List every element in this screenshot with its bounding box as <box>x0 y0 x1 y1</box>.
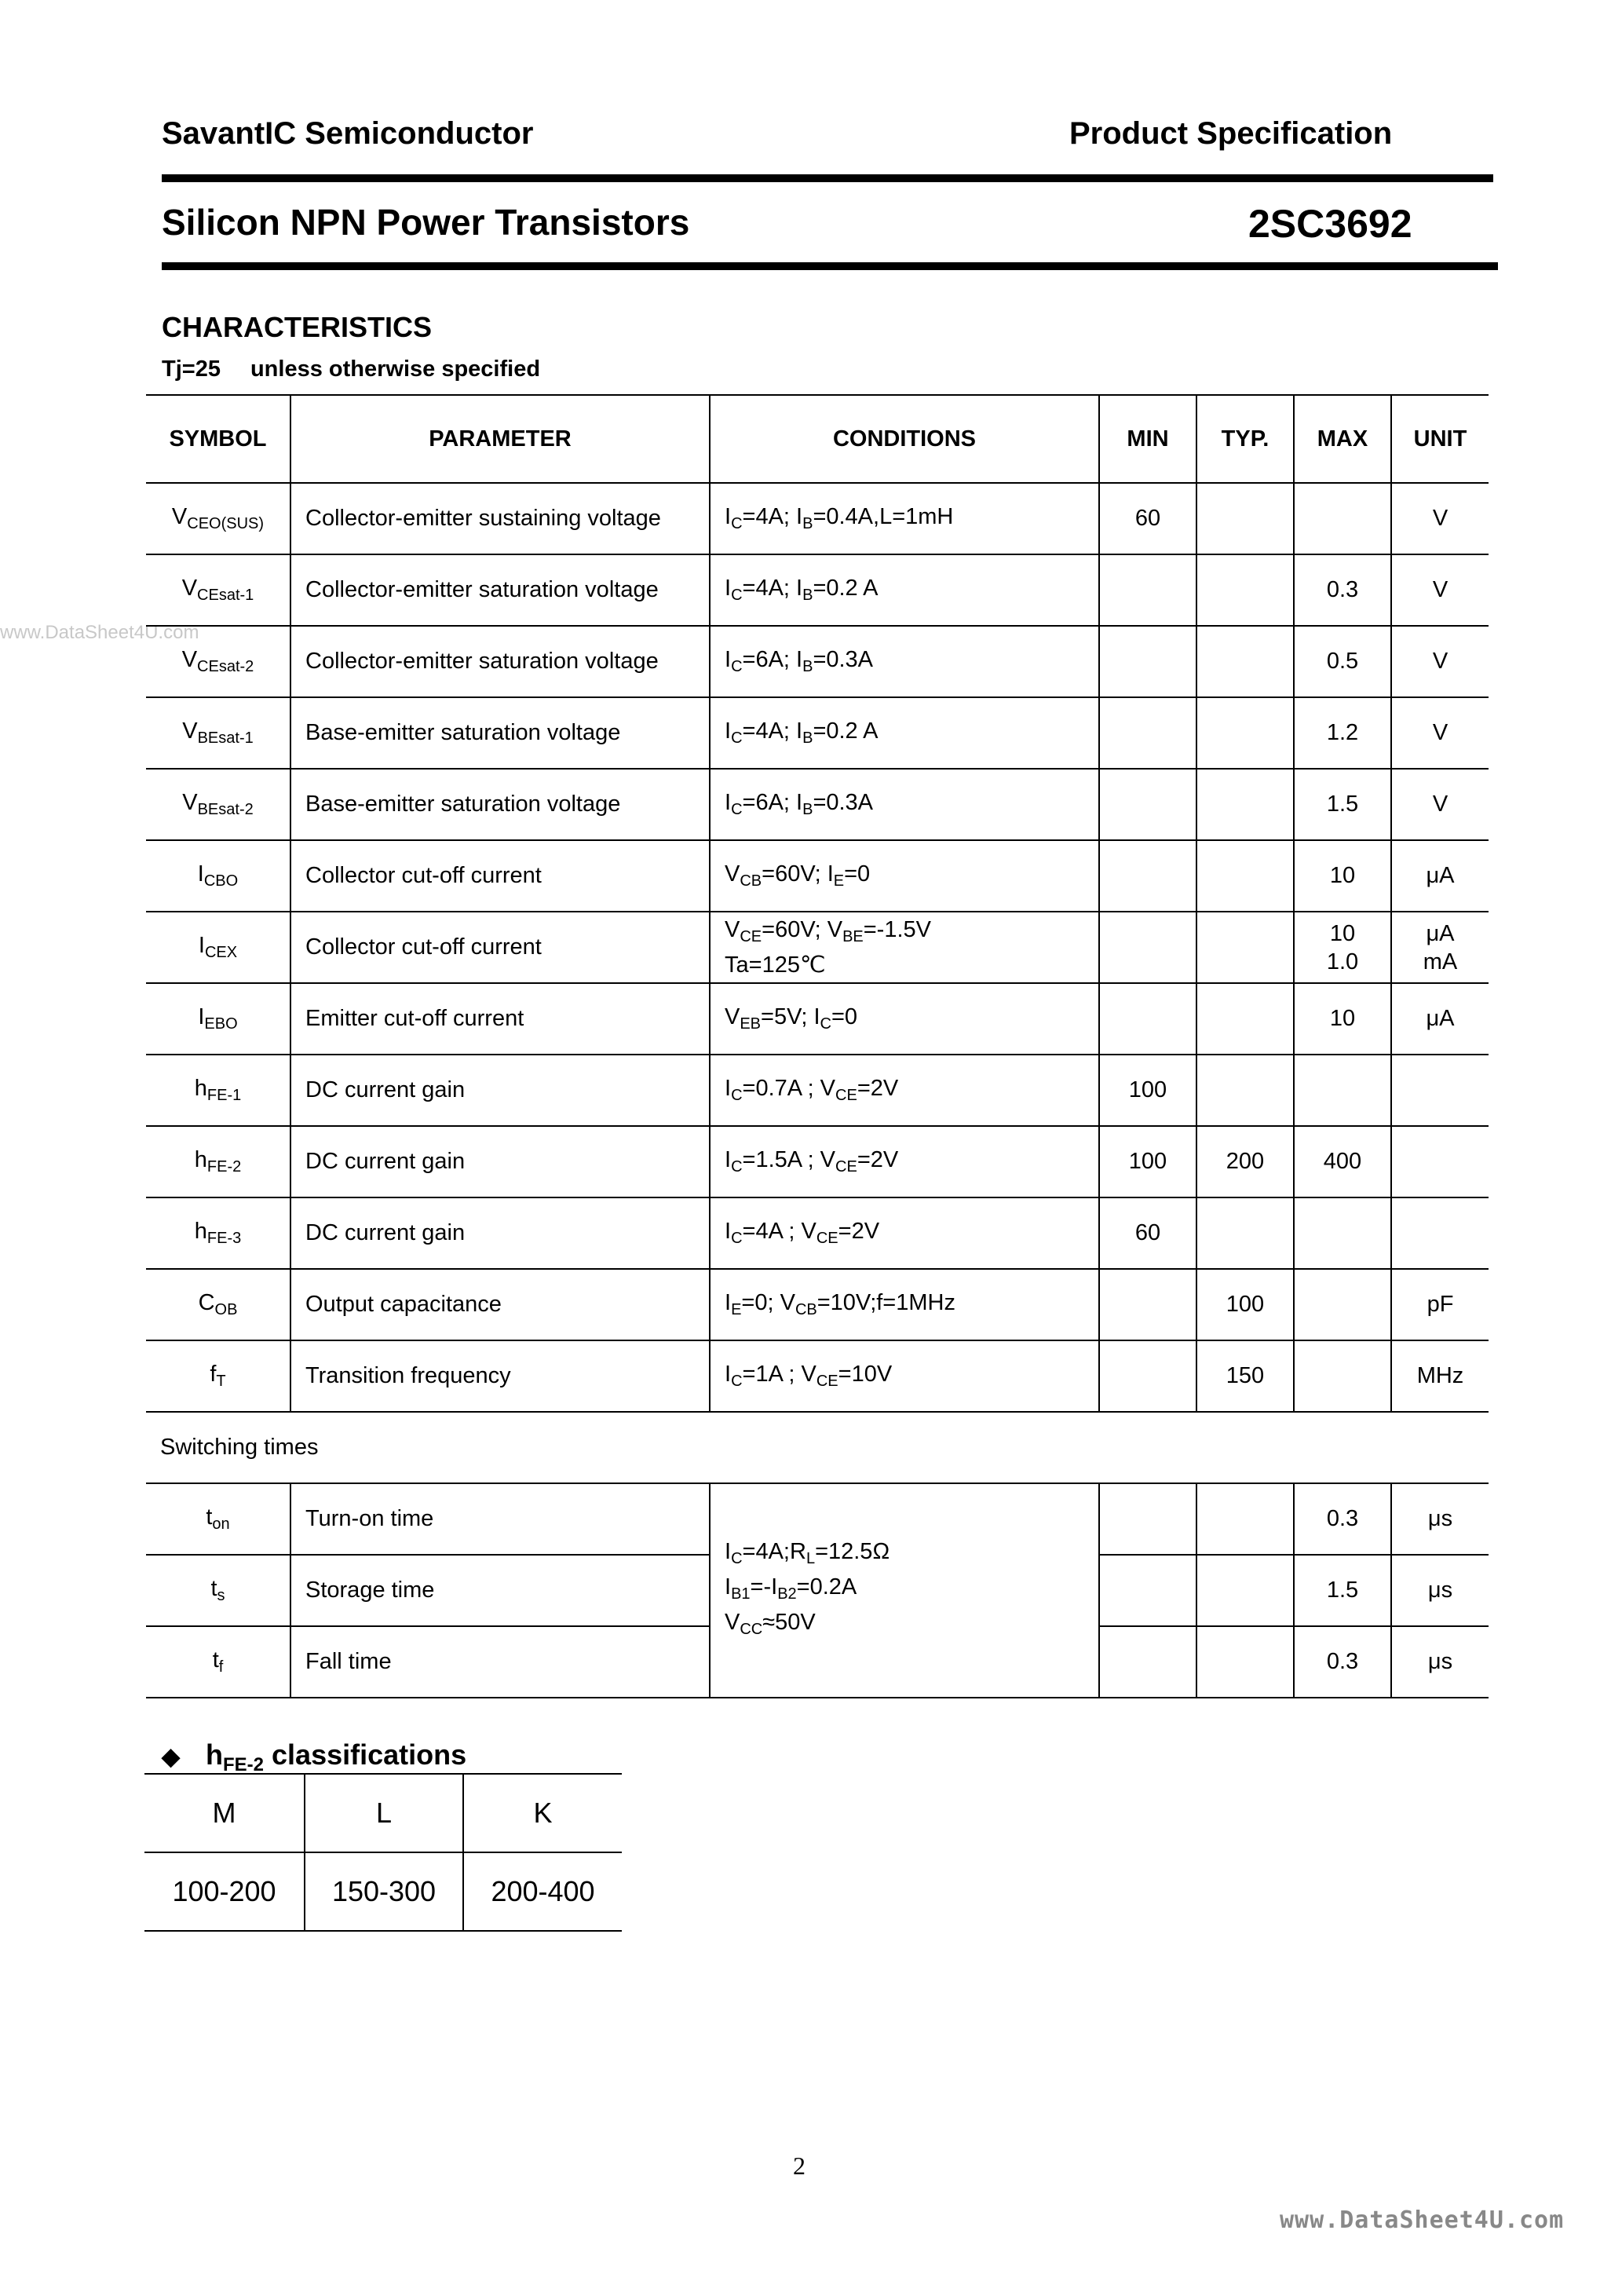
symbol-subscript: CEsat-2 <box>197 658 254 675</box>
unit-cell <box>1391 1126 1489 1197</box>
condition-text: =1A ; V <box>742 1362 816 1387</box>
parameter-cell: Fall time <box>290 1626 710 1698</box>
condition-text: I <box>725 1574 732 1600</box>
symbol-subscript: FE-1 <box>206 1087 242 1104</box>
unit-cell: μA <box>1391 840 1489 912</box>
header-top-rule <box>162 174 1493 182</box>
conditions-cell <box>710 1197 1099 1269</box>
condition-subscript: B2 <box>777 1585 797 1603</box>
condition-text: ≈50V <box>762 1610 816 1635</box>
min-cell: 60 <box>1099 1197 1196 1269</box>
conditions-cell <box>710 983 1099 1055</box>
symbol-letter: t <box>210 1576 217 1601</box>
symbol-subscript: CBO <box>203 872 239 890</box>
unit-value: mA <box>1423 949 1458 974</box>
symbol-letter: h <box>194 1076 207 1101</box>
section-title: CHARACTERISTICS <box>162 311 433 343</box>
symbol-subscript: f <box>218 1658 224 1676</box>
conditions-cell <box>710 1269 1099 1340</box>
condition-text: =60V; I <box>762 861 834 887</box>
condition-text: I <box>725 1362 732 1387</box>
parameter-cell: Collector-emitter sustaining voltage <box>290 483 710 554</box>
unit-cell: μs <box>1391 1555 1489 1626</box>
parameter-cell: Collector-emitter saturation voltage <box>290 554 710 626</box>
unit-cell: pF <box>1391 1269 1489 1340</box>
column-header: MIN <box>1099 395 1196 483</box>
document-type: Product Specification <box>1069 116 1393 151</box>
min-cell: 100 <box>1099 1055 1196 1126</box>
max-cell: 0.5 <box>1294 626 1391 697</box>
unit-cell: V <box>1391 483 1489 554</box>
conditions-line <box>725 916 1092 951</box>
condition-text: I <box>725 1219 732 1244</box>
condition-subscript: L <box>806 1550 816 1567</box>
classification-heading <box>162 1738 466 1776</box>
condition-text: =0 <box>831 1004 858 1029</box>
max-cell <box>1294 483 1391 554</box>
typ-cell <box>1196 1197 1294 1269</box>
symbol-subscript: FE-3 <box>206 1230 242 1247</box>
unit-cell <box>1391 912 1489 983</box>
condition-text: I <box>725 790 732 815</box>
range-row <box>144 1852 622 1931</box>
grade-cell: L <box>305 1774 463 1852</box>
condition-text: =-I <box>750 1574 778 1600</box>
condition-subscript: C <box>731 515 743 532</box>
symbol-subscript: CEO(SUS) <box>187 515 265 532</box>
condition-text: =0.3A <box>813 790 874 815</box>
max-value: 10 <box>1329 920 1356 946</box>
symbol-cell <box>146 554 290 626</box>
footer-watermark: www.DataSheet4U.com <box>1280 2206 1565 2234</box>
symbol-letter: V <box>171 504 188 529</box>
max-cell <box>1294 1197 1391 1269</box>
condition-text: =0.7A ; V <box>742 1076 836 1101</box>
unit-value: μA <box>1426 920 1455 946</box>
condition-text: =4A; I <box>742 576 803 601</box>
conditions-cell <box>710 1126 1099 1197</box>
range-cell: 200-400 <box>463 1852 622 1931</box>
typ-cell <box>1196 769 1294 840</box>
range-cell: 100-200 <box>144 1852 305 1931</box>
symbol-letter: f <box>210 1362 217 1387</box>
conditions-cell <box>710 1055 1099 1126</box>
condition-text: V <box>725 1004 740 1029</box>
parameter-cell: DC current gain <box>290 1055 710 1126</box>
symbol-cell <box>146 1555 290 1626</box>
column-header: SYMBOL <box>146 395 290 483</box>
table-body <box>146 483 1489 1698</box>
max-cell: 400 <box>1294 1126 1391 1197</box>
parameter-cell: Base-emitter saturation voltage <box>290 697 710 769</box>
conditions-cell <box>710 483 1099 554</box>
typ-cell: 150 <box>1196 1340 1294 1412</box>
condition-subscript: E <box>731 1301 742 1318</box>
symbol-cell <box>146 1055 290 1126</box>
symbol-cell <box>146 1483 290 1555</box>
conditions-cell <box>710 769 1099 840</box>
table-row <box>146 554 1489 626</box>
typ-cell <box>1196 554 1294 626</box>
column-header: PARAMETER <box>290 395 710 483</box>
company-name: SavantIC Semiconductor <box>162 116 534 151</box>
table-row <box>146 983 1489 1055</box>
condition-text: =0.3A <box>813 647 874 672</box>
typ-cell <box>1196 840 1294 912</box>
min-cell: 100 <box>1099 1126 1196 1197</box>
condition-text: V <box>725 1610 740 1635</box>
symbol-subscript: BEsat-2 <box>197 801 254 818</box>
table-row <box>146 912 1489 983</box>
conditions-line <box>725 1608 1092 1643</box>
column-header: TYP. <box>1196 395 1294 483</box>
conditions-line <box>725 1573 1092 1608</box>
condition-subscript: EB <box>740 1015 762 1033</box>
max-cell <box>1294 1269 1391 1340</box>
condition-subscript: E <box>833 872 845 890</box>
condition-text: =10V <box>838 1362 893 1387</box>
min-cell <box>1099 1555 1196 1626</box>
symbol-subscript: on <box>212 1515 230 1533</box>
max-cell: 0.3 <box>1294 554 1391 626</box>
max-cell: 0.3 <box>1294 1626 1391 1698</box>
symbol-subscript: EBO <box>204 1015 238 1033</box>
symbol-letter: C <box>198 1290 215 1315</box>
condition-subscript: C <box>731 1158 743 1175</box>
typ-cell <box>1196 983 1294 1055</box>
symbol-letter: V <box>182 718 198 744</box>
table-row <box>146 1055 1489 1126</box>
classification-title: classifications <box>264 1738 467 1771</box>
table-row <box>146 626 1489 697</box>
symbol-cell <box>146 983 290 1055</box>
parameter-cell: Storage time <box>290 1555 710 1626</box>
unit-cell: V <box>1391 769 1489 840</box>
classification-subscript: FE-2 <box>223 1754 265 1775</box>
table-header-row <box>146 395 1489 483</box>
min-cell <box>1099 840 1196 912</box>
symbol-subscript: BEsat-1 <box>197 729 254 747</box>
symbol-subscript: CEsat-1 <box>197 587 254 604</box>
condition-subscript: C <box>731 1373 743 1390</box>
condition-subscript: B <box>802 801 813 818</box>
unit-cell: V <box>1391 626 1489 697</box>
conditions-cell <box>710 554 1099 626</box>
typ-cell <box>1196 483 1294 554</box>
condition-text: I <box>725 1076 732 1101</box>
table-row <box>146 1269 1489 1340</box>
classification-symbol: h <box>206 1738 223 1771</box>
max-cell: 10 <box>1294 983 1391 1055</box>
conditions-block <box>725 916 1092 979</box>
typ-cell <box>1196 912 1294 983</box>
part-number: 2SC3692 <box>1248 202 1412 246</box>
condition-subscript: C <box>731 1230 743 1247</box>
parameter-cell: Output capacitance <box>290 1269 710 1340</box>
symbol-subscript: OB <box>214 1301 238 1318</box>
condition-text: =4A;R <box>742 1539 806 1564</box>
min-cell: 60 <box>1099 483 1196 554</box>
min-cell <box>1099 912 1196 983</box>
header-bottom-rule <box>162 262 1498 270</box>
conditions-cell <box>710 912 1099 983</box>
condition-subscript: C <box>731 587 743 604</box>
typ-cell <box>1196 1626 1294 1698</box>
condition-text: I <box>725 647 732 672</box>
max-cell: 1.5 <box>1294 1555 1391 1626</box>
condition-subscript: C <box>731 801 743 818</box>
condition-text: I <box>725 576 732 601</box>
condition-text: =-1.5V <box>863 917 931 942</box>
condition-text: =12.5Ω <box>815 1539 890 1564</box>
switching-label: Switching times <box>146 1412 1489 1483</box>
symbol-cell <box>146 483 290 554</box>
symbol-letter: V <box>182 790 198 815</box>
junction-temp: Tj=25 <box>162 356 221 382</box>
unit-cell: V <box>1391 697 1489 769</box>
typ-cell <box>1196 1055 1294 1126</box>
condition-subscript: CE <box>835 1158 857 1175</box>
grade-row <box>144 1774 622 1852</box>
column-header: CONDITIONS <box>710 395 1099 483</box>
parameter-cell: Collector cut-off current <box>290 840 710 912</box>
condition-text: I <box>725 504 732 529</box>
switching-conditions-cell <box>710 1483 1099 1698</box>
max-cell: 0.3 <box>1294 1483 1391 1555</box>
condition-subscript: CB <box>795 1301 817 1318</box>
table-row <box>146 1483 1489 1555</box>
symbol-cell <box>146 912 290 983</box>
conditions-cell <box>710 1340 1099 1412</box>
unit-cell: μs <box>1391 1626 1489 1698</box>
condition-subscript: BE <box>842 928 864 945</box>
symbol-letter: h <box>194 1147 207 1172</box>
condition-subscript: B1 <box>731 1585 751 1603</box>
min-cell <box>1099 1269 1196 1340</box>
table-row <box>146 483 1489 554</box>
unit-block <box>1398 919 1482 976</box>
condition-text: =60V; V <box>762 917 843 942</box>
symbol-cell <box>146 769 290 840</box>
page-number: 2 <box>793 2152 806 2180</box>
condition-subscript: C <box>731 658 743 675</box>
symbol-letter: V <box>181 647 198 672</box>
symbol-letter: t <box>212 1647 219 1673</box>
column-header: UNIT <box>1391 395 1489 483</box>
parameter-cell: Collector cut-off current <box>290 912 710 983</box>
parameter-cell: Turn-on time <box>290 1483 710 1555</box>
condition-text: =10V;f=1MHz <box>816 1290 955 1315</box>
condition-subscript: C <box>731 1550 743 1567</box>
condition-text: =0.2A <box>796 1574 857 1600</box>
table-row <box>146 1197 1489 1269</box>
unit-cell <box>1391 1055 1489 1126</box>
condition-text: I <box>725 1147 732 1172</box>
symbol-letter: I <box>198 933 205 958</box>
condition-text: =0; V <box>741 1290 795 1315</box>
conditions-cell <box>710 626 1099 697</box>
typ-cell <box>1196 626 1294 697</box>
side-watermark: www.DataSheet4U.com <box>0 622 199 643</box>
max-cell <box>1294 1055 1391 1126</box>
symbol-cell <box>146 840 290 912</box>
min-cell <box>1099 1626 1196 1698</box>
symbol-cell <box>146 1197 290 1269</box>
parameter-cell: Emitter cut-off current <box>290 983 710 1055</box>
diamond-bullet-icon: ◆ <box>162 1744 181 1770</box>
typ-cell <box>1196 1483 1294 1555</box>
section-conditions <box>162 356 540 382</box>
condition-subscript: CB <box>740 872 762 890</box>
min-cell <box>1099 983 1196 1055</box>
condition-subscript: B <box>802 515 813 532</box>
symbol-subscript: s <box>217 1587 225 1604</box>
condition-subscript: B <box>802 658 813 675</box>
min-cell <box>1099 554 1196 626</box>
condition-text: =4A ; V <box>742 1219 816 1244</box>
condition-text: =2V <box>857 1076 899 1101</box>
condition-subscript: C <box>820 1015 831 1033</box>
table-row <box>146 840 1489 912</box>
parameter-cell: Base-emitter saturation voltage <box>290 769 710 840</box>
symbol-letter: t <box>206 1504 213 1530</box>
unit-cell: MHz <box>1391 1340 1489 1412</box>
max-cell <box>1294 912 1391 983</box>
symbol-subscript: FE-2 <box>206 1158 242 1175</box>
grade-cell: K <box>463 1774 622 1852</box>
condition-text: V <box>725 917 740 942</box>
min-cell <box>1099 1483 1196 1555</box>
symbol-letter: h <box>194 1219 207 1244</box>
condition-text: =4A; I <box>742 504 803 529</box>
condition-text: =6A; I <box>742 647 803 672</box>
condition-subscript: B <box>802 729 813 747</box>
max-cell: 10 <box>1294 840 1391 912</box>
condition-text: =6A; I <box>742 790 803 815</box>
max-cell: 1.2 <box>1294 697 1391 769</box>
condition-text: =4A; I <box>742 718 803 744</box>
typ-cell <box>1196 697 1294 769</box>
condition-text: I <box>725 1290 732 1315</box>
min-cell <box>1099 697 1196 769</box>
conditions-note: unless otherwise specified <box>250 356 541 382</box>
conditions-block <box>725 1537 1092 1643</box>
symbol-cell <box>146 697 290 769</box>
range-cell: 150-300 <box>305 1852 463 1931</box>
min-cell <box>1099 1340 1196 1412</box>
condition-text: =2V <box>857 1147 899 1172</box>
condition-subscript: C <box>731 729 743 747</box>
table-row <box>146 769 1489 840</box>
table-row <box>146 1126 1489 1197</box>
symbol-cell <box>146 1340 290 1412</box>
characteristics-table <box>146 394 1489 1698</box>
condition-subscript: CC <box>740 1621 763 1638</box>
conditions-cell <box>710 840 1099 912</box>
unit-cell: μs <box>1391 1483 1489 1555</box>
parameter-cell: Transition frequency <box>290 1340 710 1412</box>
condition-text: =0.2 A <box>813 576 879 601</box>
condition-subscript: CE <box>816 1230 838 1247</box>
symbol-cell <box>146 1126 290 1197</box>
unit-cell: μA <box>1391 983 1489 1055</box>
condition-text: =2V <box>838 1219 880 1244</box>
condition-text: =0.2 A <box>813 718 879 744</box>
typ-cell: 200 <box>1196 1126 1294 1197</box>
unit-cell <box>1391 1197 1489 1269</box>
symbol-cell <box>146 1269 290 1340</box>
min-cell <box>1099 769 1196 840</box>
parameter-cell: DC current gain <box>290 1126 710 1197</box>
typ-cell <box>1196 1555 1294 1626</box>
symbol-cell <box>146 626 290 697</box>
condition-subscript: B <box>802 587 813 604</box>
condition-text: I <box>725 1539 732 1564</box>
condition-text: =0.4A,L=1mH <box>813 504 954 529</box>
max-value: 1.0 <box>1326 949 1359 974</box>
condition-subscript: C <box>731 1087 743 1104</box>
product-title: Silicon NPN Power Transistors <box>162 202 690 243</box>
min-cell <box>1099 626 1196 697</box>
condition-subscript: CE <box>835 1087 857 1104</box>
conditions-line <box>725 1537 1092 1573</box>
parameter-cell: Collector-emitter saturation voltage <box>290 626 710 697</box>
condition-text: =5V; I <box>761 1004 820 1029</box>
conditions-cell <box>710 697 1099 769</box>
switching-label-row <box>146 1412 1489 1483</box>
condition-text: =1.5A ; V <box>742 1147 836 1172</box>
table-row <box>146 697 1489 769</box>
symbol-cell <box>146 1626 290 1698</box>
column-header: MAX <box>1294 395 1391 483</box>
symbol-letter: I <box>198 1004 205 1029</box>
typ-cell: 100 <box>1196 1269 1294 1340</box>
parameter-cell: DC current gain <box>290 1197 710 1269</box>
symbol-subscript: CEX <box>204 944 238 961</box>
conditions-line: Ta=125℃ <box>725 952 826 978</box>
symbol-subscript: T <box>216 1373 226 1390</box>
condition-subscript: CE <box>816 1373 838 1390</box>
max-block <box>1301 919 1384 976</box>
condition-text: I <box>725 718 732 744</box>
condition-text: V <box>725 861 740 887</box>
condition-text: =0 <box>844 861 871 887</box>
unit-cell: V <box>1391 554 1489 626</box>
classification-table <box>144 1773 622 1932</box>
condition-subscript: CE <box>740 928 762 945</box>
symbol-letter: I <box>197 861 204 887</box>
max-cell: 1.5 <box>1294 769 1391 840</box>
grade-cell: M <box>144 1774 305 1852</box>
max-cell <box>1294 1340 1391 1412</box>
symbol-letter: V <box>181 576 198 601</box>
table-row <box>146 1340 1489 1412</box>
